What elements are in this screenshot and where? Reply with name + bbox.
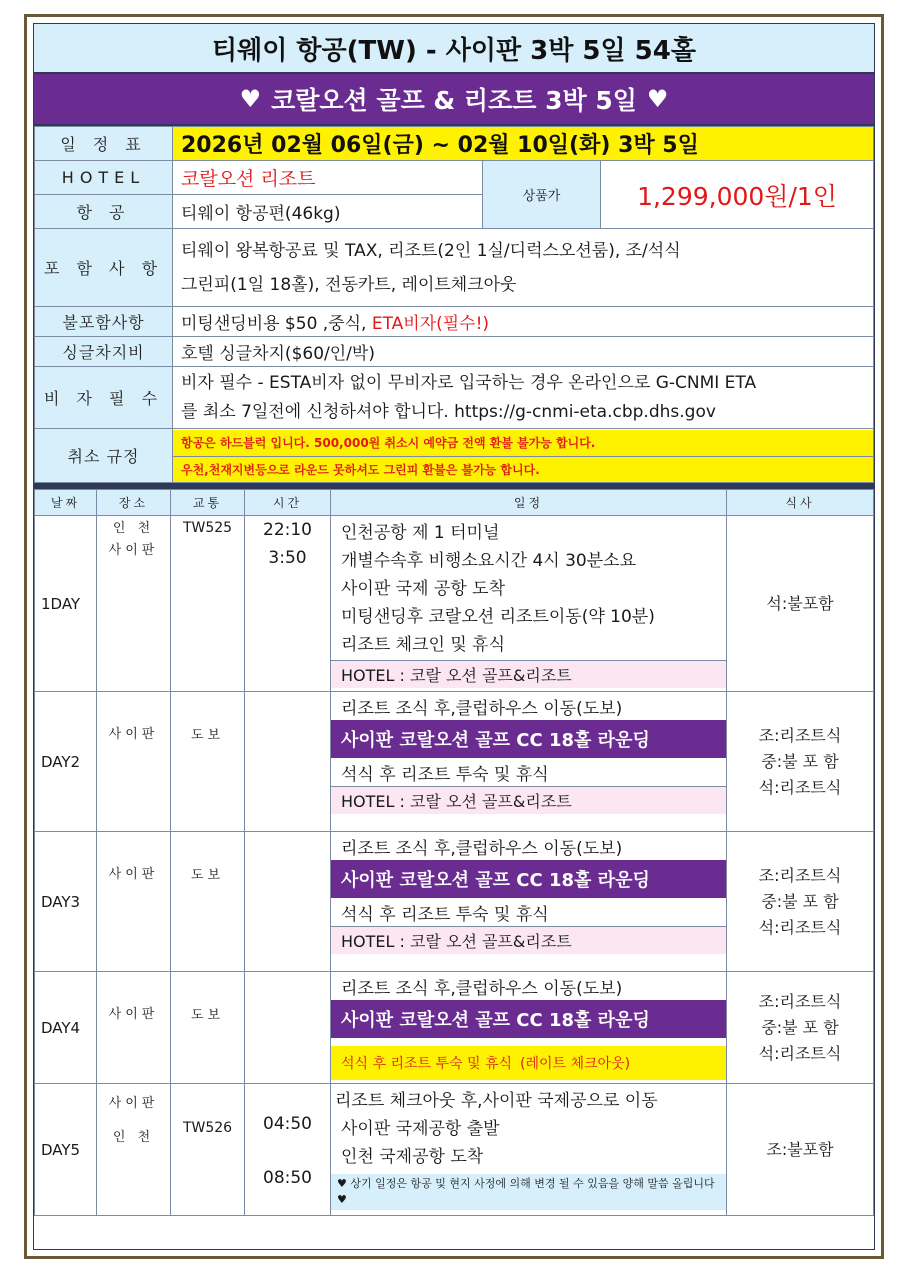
col-place: 장소 — [97, 490, 171, 516]
meal-text: 조:리조트식 — [758, 865, 842, 885]
excluded-value — [173, 307, 874, 337]
schedule-line: 사이판 국제공항 출발 — [341, 1118, 500, 1139]
included-label: 포 함 사 항 — [35, 229, 173, 307]
meal-cell — [727, 692, 874, 832]
excluded-label: 불포함사항 — [35, 307, 173, 337]
page-title: 티웨이 항공(TW) - 사이판 3박 5일 54홀 — [34, 24, 874, 74]
time-text: 08:50 — [263, 1168, 312, 1188]
hotel-line: HOTEL : 코랄 오션 골프&리조트 — [331, 660, 726, 688]
hotel-label: HOTEL — [35, 161, 173, 195]
document-body — [33, 23, 875, 1250]
price-value: 1,299,000원/1인 — [601, 161, 874, 229]
itinerary-table — [34, 489, 874, 1216]
place-text: 사이판 — [108, 543, 159, 558]
eta-visa-note: ETA비자(필수!) — [371, 314, 490, 334]
cancel-value — [173, 429, 874, 483]
day-label: DAY2 — [35, 692, 97, 832]
col-date: 날짜 — [35, 490, 97, 516]
col-time: 시간 — [245, 490, 331, 516]
late-checkout-note: (레이트 체크아웃) — [520, 1056, 631, 1072]
hotel-line: HOTEL : 코랄 오션 골프&리조트 — [331, 926, 726, 954]
schedule-line: 리조트 체크인 및 휴식 — [341, 634, 506, 655]
meal-text: 석:리조트식 — [758, 777, 842, 797]
single-value: 호텔 싱글차지($60/인/박) — [173, 337, 874, 367]
time-text: 3:50 — [268, 548, 307, 568]
col-schedule: 일정 — [331, 490, 727, 516]
included-value — [173, 229, 874, 307]
time-text: 22:10 — [263, 520, 312, 540]
single-label: 싱글차지비 — [35, 337, 173, 367]
place-cell: 사이판 — [97, 972, 171, 1084]
visa-value — [173, 367, 874, 429]
visa-label: 비 자 필 수 — [35, 367, 173, 429]
transport-cell: 도보 — [171, 832, 245, 972]
late-checkout-line — [331, 1046, 726, 1080]
schedule-line: 미팅샌딩후 코랄오션 리조트이동(약 10분) — [341, 606, 655, 627]
time-cell — [245, 1084, 331, 1216]
cancel-rule: 우천,천재지변등으로 라운드 못하셔도 그린피 환불은 불가능 합니다. — [173, 456, 873, 482]
schedule-value: 2026년 02월 06일(금) ~ 02월 10일(화) 3박 5일 — [173, 127, 874, 161]
golf-round-banner: 사이판 코랄오션 골프 CC 18홀 라운딩 — [331, 720, 726, 758]
late-text: 석식 후 리조트 투숙 및 휴식 — [341, 1056, 513, 1072]
transport-cell: 도보 — [171, 972, 245, 1084]
transport-cell: TW525 — [171, 516, 245, 692]
meal-text: 석:리조트식 — [758, 917, 842, 937]
meal-cell — [727, 972, 874, 1084]
meal-text: 중:불 포 함 — [761, 891, 839, 911]
schedule-line: 리조트 조식 후,클럽하우스 이동(도보) — [341, 698, 623, 719]
excluded-text: 미팅샌딩비용 $50 ,중식, — [181, 314, 372, 334]
visa-line: 를 최소 7일전에 신청하셔야 합니다. https://g-cnmi-eta.cbp.dhs.gov — [181, 401, 716, 422]
meal-cell: 석:불포함 — [727, 516, 874, 692]
schedule-line: 인천공항 제 1 터미널 — [341, 522, 500, 543]
time-text: 04:50 — [263, 1114, 312, 1134]
meal-text: 조:리조트식 — [758, 991, 842, 1011]
included-line: 그린피(1일 18홀), 전동카트, 레이트체크아웃 — [181, 274, 517, 295]
time-cell — [245, 692, 331, 832]
col-meal: 식사 — [727, 490, 874, 516]
schedule-line: 리조트 체크아웃 후,사이판 국제공으로 이동 — [335, 1090, 658, 1111]
meal-text: 중:불 포 함 — [761, 751, 839, 771]
heart-icon: ♥ — [646, 85, 669, 113]
schedule-cell — [331, 1084, 727, 1216]
meal-text: 석:리조트식 — [758, 1043, 842, 1063]
page-frame — [24, 14, 884, 1259]
place-cell: 사이판 — [97, 832, 171, 972]
visa-line: 비자 필수 - ESTA비자 없이 무비자로 입국하는 경우 온라인으로 G-CNMI ETA — [181, 372, 757, 393]
hotel-value: 코랄오션 리조트 — [173, 161, 483, 195]
schedule-line: 개별수속후 비행소요시간 4시 30분소요 — [341, 550, 636, 571]
schedule-line: 리조트 조식 후,클럽하우스 이동(도보) — [341, 978, 623, 999]
place-cell — [97, 516, 171, 692]
schedule-cell — [331, 972, 727, 1084]
package-subtitle — [34, 74, 874, 126]
place-text: 인 천 — [112, 521, 155, 536]
place-cell — [97, 1084, 171, 1216]
golf-round-banner: 사이판 코랄오션 골프 CC 18홀 라운딩 — [331, 1000, 726, 1038]
transport-cell: TW526 — [171, 1084, 245, 1216]
day-label: 1DAY — [35, 516, 97, 692]
time-cell — [245, 832, 331, 972]
day-label: DAY3 — [35, 832, 97, 972]
schedule-line: 인천 국제공항 도착 — [341, 1146, 484, 1167]
info-table — [34, 126, 874, 483]
place-text: 사이판 — [108, 1096, 159, 1111]
day-label: DAY4 — [35, 972, 97, 1084]
schedule-line: 석식 후 리조트 투숙 및 휴식 — [341, 764, 549, 785]
cancel-label: 취소 규정 — [35, 429, 173, 483]
table-row — [35, 972, 874, 1084]
meal-text: 중:불 포 함 — [761, 1017, 839, 1037]
table-row — [35, 1084, 874, 1216]
hotel-line: HOTEL : 코랄 오션 골프&리조트 — [331, 786, 726, 814]
schedule-line: 석식 후 리조트 투숙 및 휴식 — [341, 904, 549, 925]
included-line: 티웨이 왕복항공료 및 TAX, 리조트(2인 1실/디럭스오션룸), 조/석식 — [181, 240, 681, 261]
price-label: 상품가 — [483, 161, 601, 229]
meal-cell: 조:불포함 — [727, 1084, 874, 1216]
time-cell — [245, 516, 331, 692]
schedule-cell — [331, 692, 727, 832]
table-row — [35, 516, 874, 692]
schedule-line: 리조트 조식 후,클럽하우스 이동(도보) — [341, 838, 623, 859]
transport-cell: 도보 — [171, 692, 245, 832]
golf-round-banner: 사이판 코랄오션 골프 CC 18홀 라운딩 — [331, 860, 726, 898]
place-cell: 사이판 — [97, 692, 171, 832]
heart-icon: ♥ — [239, 85, 262, 113]
schedule-cell — [331, 516, 727, 692]
table-row — [35, 692, 874, 832]
place-text: 인 천 — [112, 1130, 155, 1145]
meal-cell — [727, 832, 874, 972]
time-cell — [245, 972, 331, 1084]
col-transport: 교통 — [171, 490, 245, 516]
cancel-rule: 항공은 하드블럭 입니다. 500,000원 취소시 예약금 전액 환불 불가능 합니다. — [173, 430, 873, 456]
day-label: DAY5 — [35, 1084, 97, 1216]
airline-value: 티웨이 항공편(46kg) — [173, 195, 483, 229]
meal-text: 조:리조트식 — [758, 725, 842, 745]
subtitle-text: 코랄오션 골프 & 리조트 3박 5일 — [271, 86, 637, 115]
table-row — [35, 832, 874, 972]
notice-banner: ♥ 상기 일정은 항공 및 현지 사정에 의해 변경 될 수 있음을 양해 말씀 올립니다 ♥ — [331, 1174, 726, 1210]
schedule-line: 사이판 국제 공항 도착 — [341, 578, 506, 599]
schedule-label: 일 정 표 — [35, 127, 173, 161]
airline-label: 항 공 — [35, 195, 173, 229]
schedule-cell — [331, 832, 727, 972]
